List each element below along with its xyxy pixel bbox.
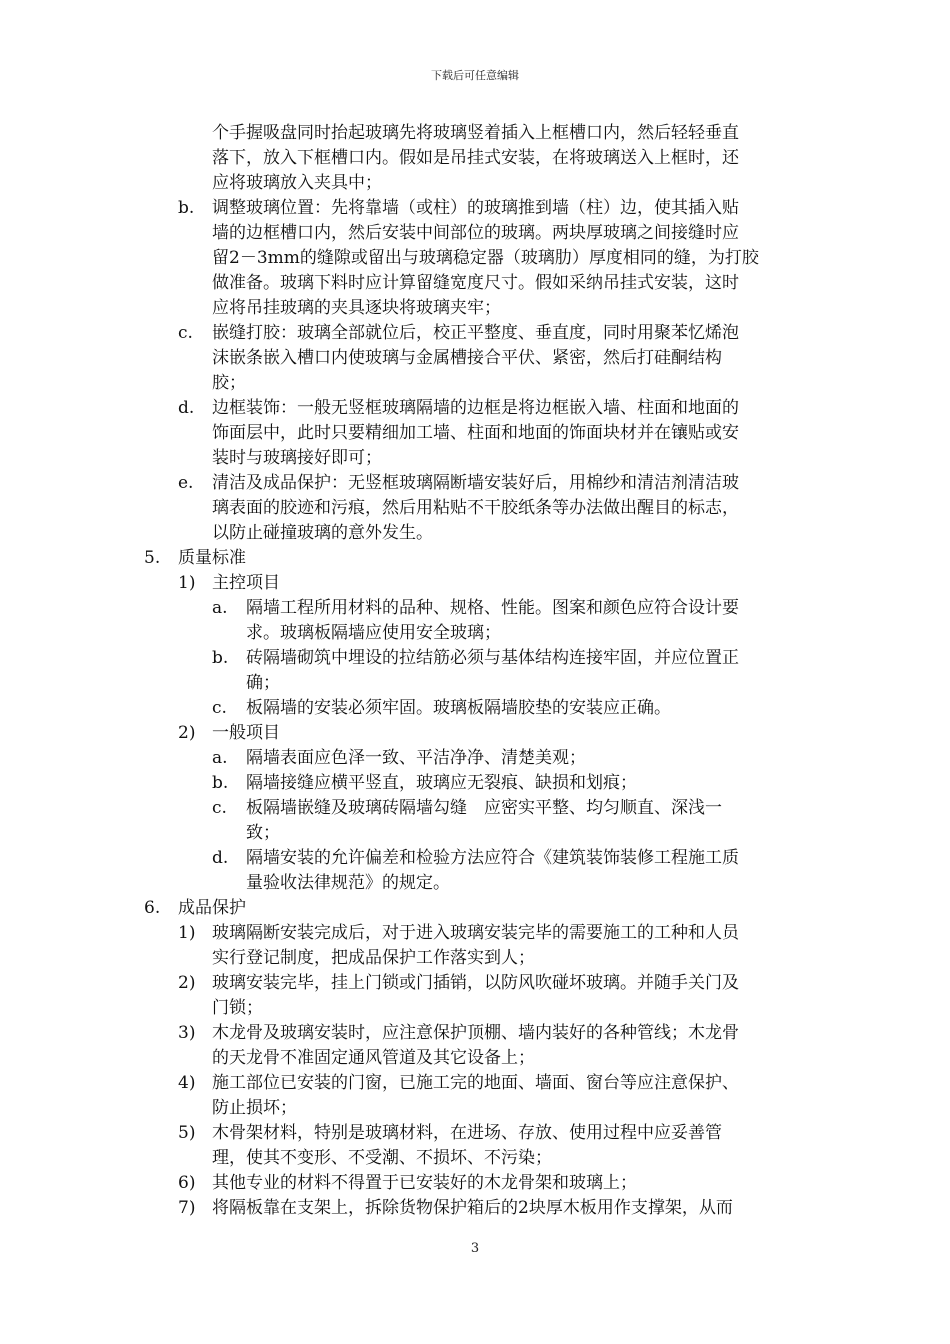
list-item — [0, 1171, 950, 1196]
list-item — [0, 121, 950, 196]
text-line: 嵌缝打胶：玻璃全部就位后，校正平整度、垂直度，同时用聚苯忆烯泡 — [212, 323, 739, 343]
list-item-text — [246, 646, 808, 696]
text-line: 璃表面的胶迹和污痕，然后用粘贴不干胶纸条等办法做出醒目的标志， — [212, 498, 739, 518]
list-item — [0, 771, 950, 796]
list-item-text — [178, 546, 808, 571]
text-line: 调整玻璃位置：先将靠墙（或柱）的玻璃推到墙（柱）边，使其插入贴 — [212, 198, 739, 218]
list-item-text — [246, 846, 808, 896]
list-item — [0, 546, 950, 571]
list-marker: 5. — [144, 548, 161, 568]
list-marker: 5) — [178, 1123, 196, 1143]
text-line: 求。玻璃板隔墙应使用安全玻璃； — [246, 623, 501, 643]
list-marker: 6. — [144, 898, 161, 918]
text-line: 隔墙安装的允许偏差和检验方法应符合《建筑装饰装修工程施工质 — [246, 848, 739, 868]
list-item-text — [212, 1196, 808, 1221]
list-item — [0, 846, 950, 896]
list-marker: c. — [212, 698, 227, 718]
list-marker: 6) — [178, 1173, 196, 1193]
text-line: 砖隔墙砌筑中埋设的拉结筋必须与基体结构连接牢固，并应位置正 — [246, 648, 739, 668]
list-item-text — [212, 1121, 808, 1171]
list-item — [0, 196, 950, 321]
list-item — [0, 596, 950, 646]
text-line: 应将吊挂玻璃的夹具逐块将玻璃夹牢； — [212, 298, 501, 318]
list-marker: a. — [212, 748, 228, 768]
text-line: 清洁及成品保护：无竖框玻璃隔断墙安装好后，用棉纱和清洁剂清洁玻 — [212, 473, 739, 493]
list-item-text — [212, 721, 808, 746]
text-line: 墙的边框槽口内，然后安装中间部位的玻璃。两块厚玻璃之间接缝时应 — [212, 223, 739, 243]
text-line: 落下，放入下框槽口内。假如是吊挂式安装，在将玻璃送入上框时，还 — [212, 148, 739, 168]
text-line: 致； — [246, 823, 280, 843]
list-marker: e. — [178, 473, 194, 493]
list-item — [0, 796, 950, 846]
list-item — [0, 921, 950, 971]
text-line: 量验收法律规范》的规定。 — [246, 873, 450, 893]
list-item — [0, 746, 950, 771]
list-marker: c. — [178, 323, 193, 343]
list-item — [0, 471, 950, 546]
text-line: 玻璃安装完毕，挂上门锁或门插销，以防风吹碰坏玻璃。并随手关门及 — [212, 973, 739, 993]
text-line: 隔墙表面应色泽一致、平洁净净、清楚美观； — [246, 748, 586, 768]
list-item — [0, 1196, 950, 1221]
text-line: 将隔板靠在支架上，拆除货物保护箱后的2块厚木板用作支撑架，从而 — [212, 1198, 733, 1218]
list-marker: a. — [212, 598, 228, 618]
list-item-text — [212, 471, 808, 546]
list-item-text — [212, 571, 808, 596]
text-line: 板隔墙嵌缝及玻璃砖隔墙勾缝 应密实平整、均匀顺直、深浅一 — [246, 798, 722, 818]
text-line: 其他专业的材料不得置于已安装好的木龙骨架和玻璃上； — [212, 1173, 637, 1193]
text-line: 的天龙骨不准固定通风管道及其它设备上； — [212, 1048, 535, 1068]
list-item-text — [246, 746, 808, 771]
page-number: 3 — [470, 1241, 480, 1256]
list-marker: 1) — [178, 923, 196, 943]
list-item — [0, 321, 950, 396]
text-line: 确； — [246, 673, 280, 693]
list-item — [0, 571, 950, 596]
list-item — [0, 696, 950, 721]
text-line: 施工部位已安装的门窗，已施工完的地面、墙面、窗台等应注意保护、 — [212, 1073, 739, 1093]
text-line: 边框装饰：一般无竖框玻璃隔墙的边框是将边框嵌入墙、柱面和地面的 — [212, 398, 739, 418]
list-marker: 7) — [178, 1198, 196, 1218]
text-line: 实行登记制度，把成品保护工作落实到人； — [212, 948, 535, 968]
list-item — [0, 646, 950, 696]
text-line: 理，使其不变形、不受潮、不损坏、不污染； — [212, 1148, 552, 1168]
list-item — [0, 1121, 950, 1171]
text-line: 装时与玻璃接好即可； — [212, 448, 382, 468]
list-item-text — [246, 596, 808, 646]
list-item — [0, 1071, 950, 1121]
text-line: 应将玻璃放入夹具中； — [212, 173, 382, 193]
text-line: 隔墙工程所用材料的品种、规格、性能。图案和颜色应符合设计要 — [246, 598, 739, 618]
list-item-text — [246, 771, 808, 796]
list-item-text — [246, 696, 808, 721]
text-line: 质量标准 — [178, 548, 246, 568]
list-item-text — [212, 396, 808, 471]
list-item — [0, 721, 950, 746]
list-marker: d. — [178, 398, 195, 418]
text-line: 隔墙接缝应横平竖直，玻璃应无裂痕、缺损和划痕； — [246, 773, 637, 793]
list-item-text — [212, 121, 808, 196]
list-item-text — [212, 1071, 808, 1121]
list-marker: c. — [212, 798, 227, 818]
list-item — [0, 971, 950, 1021]
list-item-text — [212, 971, 808, 1021]
text-line: 胶； — [212, 373, 246, 393]
text-line: 饰面层中，此时只要精细加工墙、柱面和地面的饰面块材并在镶贴或安 — [212, 423, 739, 443]
text-line: 木龙骨及玻璃安装时，应注意保护顶棚、墙内装好的各种管线；木龙骨 — [212, 1023, 739, 1043]
text-line: 主控项目 — [212, 573, 280, 593]
text-line: 防止损坏； — [212, 1098, 297, 1118]
text-line: 玻璃隔断安装完成后，对于进入玻璃安装完毕的需要施工的工种和人员 — [212, 923, 739, 943]
list-item-text — [212, 1171, 808, 1196]
list-item-text — [212, 321, 808, 396]
list-marker: b. — [178, 198, 195, 218]
list-item-text — [212, 196, 808, 321]
text-line: 留2－3mm的缝隙或留出与玻璃稳定器（玻璃肋）厚度相同的缝，为打胶 — [212, 248, 759, 268]
list-item-text — [178, 896, 808, 921]
list-item-text — [212, 921, 808, 971]
list-marker: b. — [212, 773, 229, 793]
list-item — [0, 896, 950, 921]
list-item — [0, 396, 950, 471]
document-body — [0, 121, 950, 1221]
list-marker: b. — [212, 648, 229, 668]
list-marker: 3) — [178, 1023, 196, 1043]
list-item — [0, 1021, 950, 1071]
list-marker: 4) — [178, 1073, 196, 1093]
text-line: 门锁； — [212, 998, 263, 1018]
text-line: 一般项目 — [212, 723, 280, 743]
list-marker: d. — [212, 848, 229, 868]
page-header: 下载后可任意编辑 — [431, 69, 519, 82]
text-line: 成品保护 — [178, 898, 246, 918]
text-line: 板隔墙的安装必须牢固。玻璃板隔墙胶垫的安装应正确。 — [246, 698, 671, 718]
text-line: 沫嵌条嵌入槽口内使玻璃与金属槽接合平伏、紧密，然后打硅酮结构 — [212, 348, 722, 368]
list-item-text — [246, 796, 808, 846]
list-marker: 2) — [178, 973, 196, 993]
text-line: 做准备。玻璃下料时应计算留缝宽度尺寸。假如采纳吊挂式安装，这时 — [212, 273, 739, 293]
text-line: 木骨架材料，特别是玻璃材料，在进场、存放、使用过程中应妥善管 — [212, 1123, 722, 1143]
list-item-text — [212, 1021, 808, 1071]
list-marker: 1) — [178, 573, 196, 593]
list-marker: 2) — [178, 723, 196, 743]
text-line: 以防止碰撞玻璃的意外发生。 — [212, 523, 433, 543]
text-line: 个手握吸盘同时抬起玻璃先将玻璃竖着插入上框槽口内，然后轻轻垂直 — [212, 123, 739, 143]
